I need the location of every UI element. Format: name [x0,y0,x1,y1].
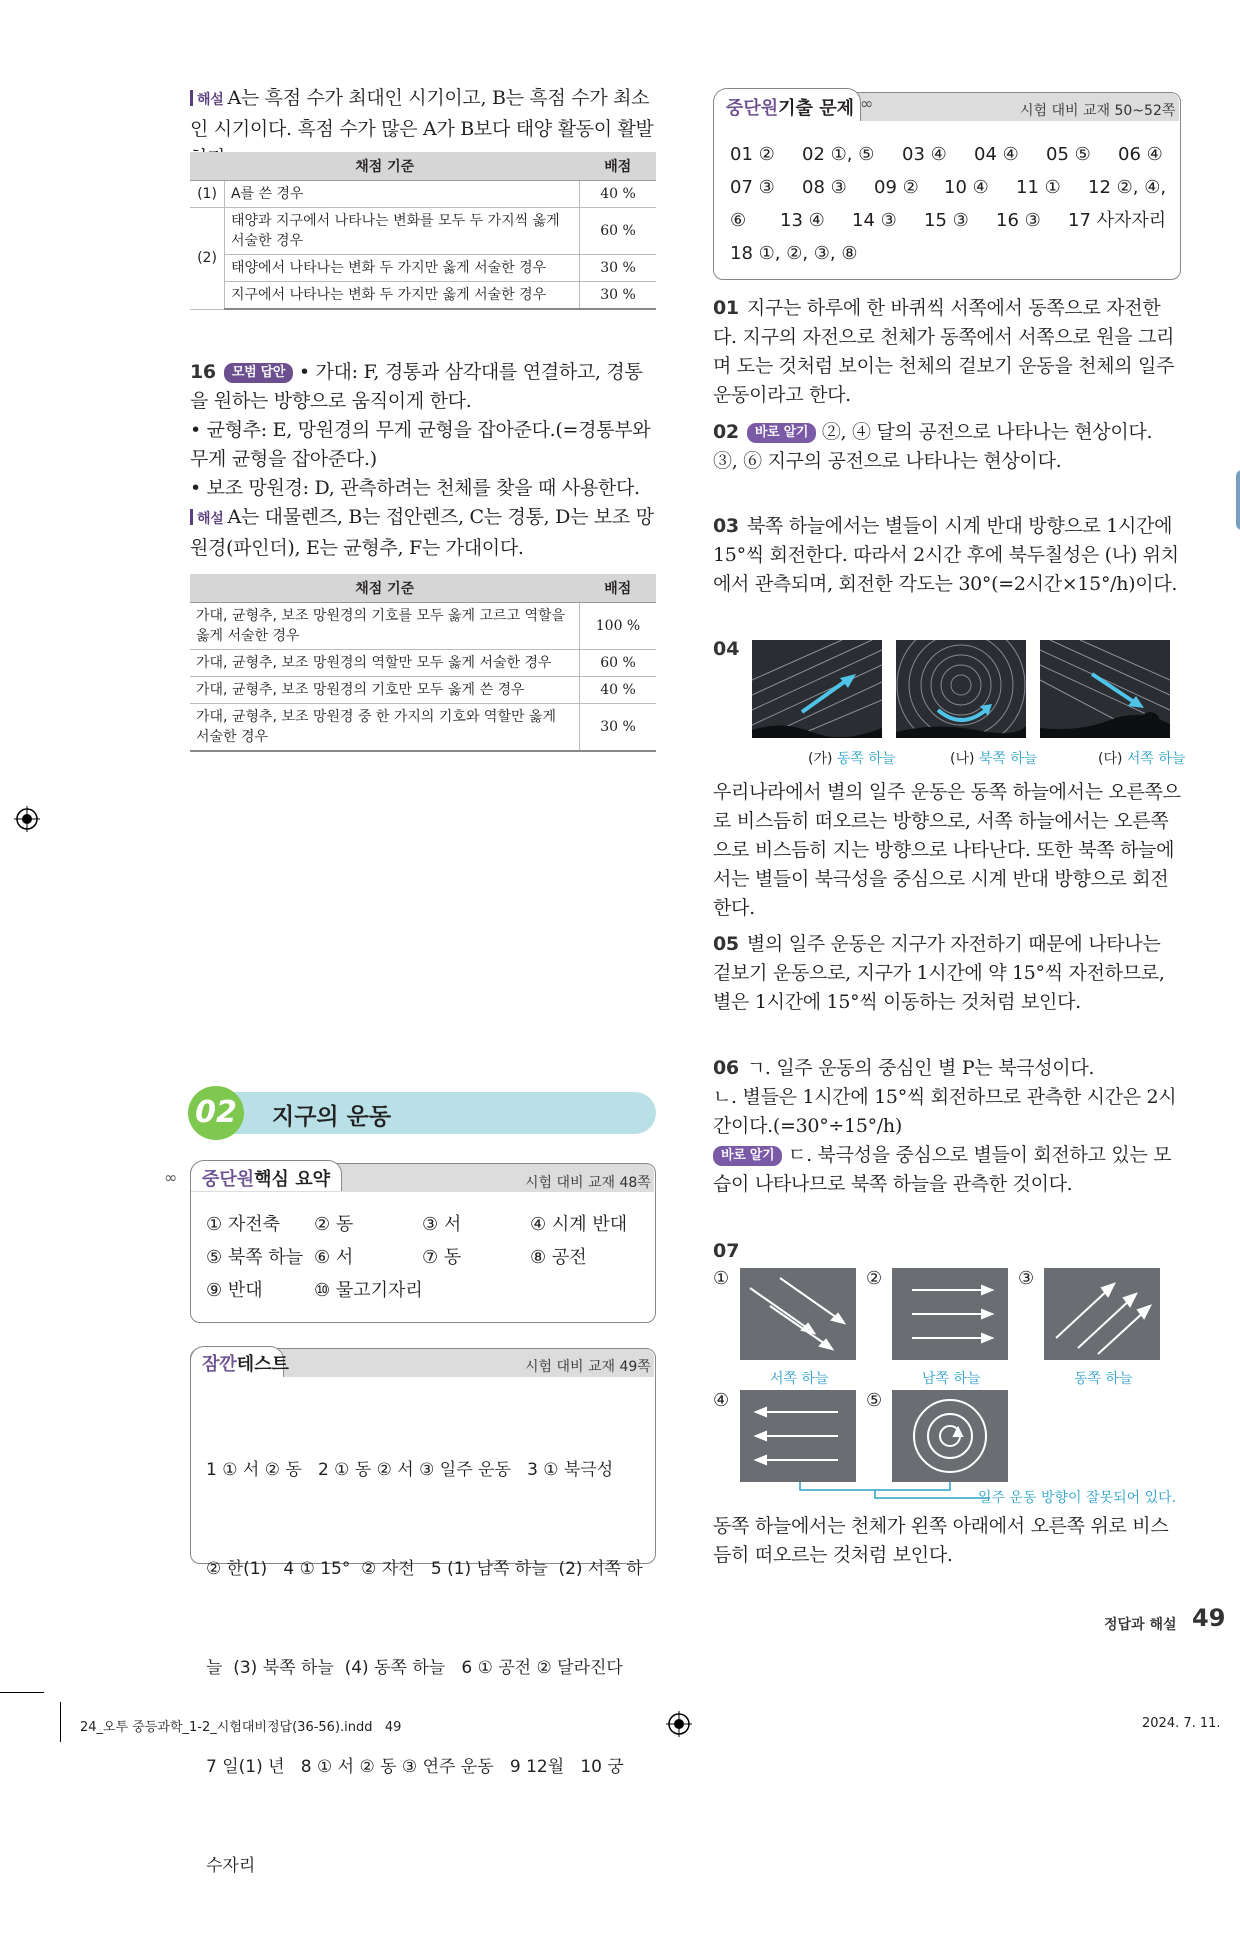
question-number: 02 [713,421,739,443]
star-trail-photo-north [896,640,1026,738]
table-row-index: (1) [190,181,225,208]
question-number: 03 [713,515,739,537]
answer-text: 별의 일주 운동은 지구가 자전하기 때문에 나타나는 겉보기 운동으로, 지구가 1시간에 약 15°씩 자전하므로, 별은 1시간에 15°씩 이동하는 것처럼 보인다. [713,933,1165,1013]
exam-answer: 02 ①, ⑤ [802,144,875,165]
diagram-option-5 [892,1390,1008,1482]
diagram-option-1 [740,1268,856,1360]
answer-text: 지구는 하루에 한 바퀴씩 서쪽에서 동쪽으로 자전한다. 지구의 자전으로 천체가 동쪽에서 서쪽으로 원을 그리며 도는 것처럼 보이는 천체의 겉보기 운동을 천체의 일주 운동이라고 한다. [713,297,1175,406]
photo-caption-north: (나) 북쪽 하늘 [950,751,1038,767]
diagram-option-4 [740,1390,856,1482]
exam-answer: 14 ③ [852,210,897,231]
exam-answer: 13 ④ [780,210,825,231]
summary-items [206,1208,646,1307]
quicktest-ref: 시험 대비 교재 49쪽 [525,1359,651,1375]
table-cell-points: 30 % [580,704,657,752]
quicktest-line: 늘 (3) 북쪽 하늘 (4) 동쪽 하늘 6 ① 공전 ② 달라진다 [206,1658,623,1678]
table-header-criteria: 채점 기준 [190,152,580,181]
exam-answer: 01 ② [730,144,775,165]
star-trail-photo-west [1040,640,1170,738]
diagram-option-3 [1044,1268,1160,1360]
answer-line: ②, ④ 달의 공전으로 나타나는 현상이다. [821,421,1153,443]
registration-mark-icon [666,1711,692,1737]
section-title: 지구의 운동 [272,1104,392,1130]
summary-title: 중단원핵심 요약 [202,1169,330,1190]
crop-mark [0,1692,44,1693]
question-number: 05 [713,933,739,955]
option-label: ③ [1018,1268,1035,1289]
quicktest-line: 7 일(1) 년 8 ① 서 ② 동 ③ 연주 운동 9 12월 10 궁 [206,1757,624,1777]
table-cell: 태양에서 나타나는 변화 두 가지만 옳게 서술한 경우 [225,255,580,282]
table-cell: 지구에서 나타나는 변화 두 가지만 옳게 서술한 경우 [225,282,580,310]
section-banner [190,1092,656,1134]
exam-answer: ⑥ [730,210,747,231]
table-cell: 태양과 지구에서 나타나는 변화를 모두 두 가지씩 옳게 서술한 경우 [225,208,580,255]
table-header-criteria: 채점 기준 [190,574,580,603]
table-cell-points: 100 % [580,603,657,650]
answer-text: 북쪽 하늘에서는 별들이 시계 반대 방향으로 1시간에 15°씩 회전한다. 따라서 2시간 후에 북두칠성은 (나) 위치에서 관측되며, 회전한 각도는 30°(=2시간×15°/h)이다. [713,515,1179,595]
question-07-text: 동쪽 하늘에서는 천체가 왼쪽 아래에서 오른쪽 위로 비스듬히 떠오르는 것처럼 보인다. [713,1515,1169,1566]
question-05 [713,930,1181,1017]
question-number: 01 [713,297,739,319]
exam-answer: 18 ①, ②, ③, ⑧ [730,243,858,264]
table-cell: A를 쓴 경우 [225,181,580,208]
exam-answers [730,138,1170,270]
exam-answer: 05 ⑤ [1046,144,1091,165]
diagram-caption: 서쪽 하늘 [770,1371,829,1387]
question-number: 04 [713,638,740,660]
question-number: 16 [190,361,216,383]
model-answer-tag: 모범 답안 [224,363,293,383]
summary-item: ⑩ 물고기자리 [314,1280,423,1301]
footer-label: 정답과 해설 [1104,1617,1177,1633]
table-cell-points: 60 % [580,208,657,255]
option-label: ⑤ [866,1390,883,1411]
exam-answer: 06 ④ [1118,144,1163,165]
explanation-label: 해설 [197,92,224,108]
section-number: 02 [188,1086,244,1140]
explanation-text: A는 대물렌즈, B는 접안렌즈, C는 경통, D는 보조 망원경(파인더), E는 균형추, F는 가대이다. [190,506,654,559]
exam-answer: 07 ③ [730,177,775,198]
question-number: 06 [713,1057,739,1079]
summary-item: ⑨ 반대 [206,1280,263,1301]
option-label: ① [713,1268,730,1289]
question-02 [713,418,1181,476]
page-edge-tab [1236,470,1240,530]
exam-ref: 시험 대비 교재 50~52쪽 [1020,103,1176,119]
summary-item: ⑥ 서 [314,1247,354,1268]
exam-answer: 15 ③ [924,210,969,231]
star-trail-photo-east [752,640,882,738]
answer-line: ③, ⑥ 지구의 공전으로 나타나는 현상이다. [713,450,1062,472]
exam-answer: 16 ③ [996,210,1041,231]
table-header-points: 배점 [580,152,657,181]
summary-item: ⑧ 공전 [530,1247,587,1268]
diagram-option-2 [892,1268,1008,1360]
page-number: 49 [1192,1604,1226,1632]
diagram-caption: 동쪽 하늘 [1074,1371,1133,1387]
quicktest-line: 1 ① 서 ② 동 2 ① 동 ② 서 ③ 일주 운동 3 ① 북극성 [206,1460,614,1480]
crop-mark [60,1702,61,1742]
scoring-table-2 [190,574,656,752]
note-bracket [790,1480,990,1510]
exam-title: 중단원기출 문제 [726,98,854,119]
summary-item: ⑦ 동 [422,1247,462,1268]
option-label: ④ [713,1390,730,1411]
option-label: ② [866,1268,883,1289]
exam-answer: 08 ③ [802,177,847,198]
summary-item: ② 동 [314,1214,354,1235]
table-cell-points: 40 % [580,677,657,704]
summary-item: ③ 서 [422,1214,462,1235]
quicktest-line: 수자리 [206,1856,256,1876]
correction-tag: 바로 알기 [747,423,816,443]
exam-answer: 11 ① [1016,177,1061,198]
exam-answer: 03 ④ [902,144,947,165]
answer-line: • 가대: F, 경통과 삼각대를 연결하고, 경통을 원하는 방향으로 움직이게 한다. [190,361,643,412]
question-03 [713,512,1181,599]
table-cell-points: 30 % [580,255,657,282]
exam-answer: 17 사자자리 [1068,210,1167,231]
quicktest-title: 잠깐테스트 [202,1354,289,1375]
answer-line: ㄷ. 북극성을 중심으로 별들이 회전하고 있는 모습이 나타나므로 북쪽 하늘을 관측한 것이다. [713,1144,1172,1195]
scoring-table-1 [190,152,656,310]
summary-ref: 시험 대비 교재 48쪽 [525,1175,651,1191]
correction-tag: 바로 알기 [713,1146,782,1166]
exam-answer: 04 ④ [974,144,1019,165]
table-cell-points: 40 % [580,181,657,208]
question-01 [713,294,1181,410]
summary-item: ④ 시계 반대 [530,1214,628,1235]
exam-answer: 10 ④ [944,177,989,198]
photo-caption-east: (가) 동쪽 하늘 [808,751,896,767]
link-icon: ∞ [164,1168,178,1187]
table-cell-points: 30 % [580,282,657,310]
photo-caption-west: (다) 서쪽 하늘 [1098,751,1186,767]
answer-line: • 균형추: E, 망원경의 무게 균형을 잡아준다.(=경통부와 무게 균형을 잡아준다.) [190,419,651,470]
question-number: 07 [713,1240,740,1262]
table-header-points: 배점 [580,574,657,603]
question-04-text: 우리나라에서 별의 일주 운동은 동쪽 하늘에서는 오른쪽으로 비스듬히 떠오르는 방향으로, 서쪽 하늘에서는 오른쪽으로 비스듬히 지는 방향으로 나타난다. 또한 북쪽 하늘에서는 별들이 북극성을 중심으로 시계 반대 방향으로 회전한다. [713,781,1181,919]
explanation-label: 해설 [197,511,224,527]
exam-answer: 12 ②, ④, [1088,177,1167,198]
table-cell: 가대, 균형추, 보조 망원경의 역할만 모두 옳게 서술한 경우 [190,650,580,677]
quicktest-line: ② 한(1) 4 ① 15° ② 자전 5 (1) 남쪽 하늘 (2) 서쪽 하 [206,1559,643,1579]
exam-answer: 09 ② [874,177,919,198]
diagram-caption: 남쪽 하늘 [922,1371,981,1387]
summary-item: ① 자전축 [206,1214,281,1235]
footer-date: 2024. 7. 11. [1142,1716,1221,1731]
question-06 [713,1054,1181,1199]
quicktest-answers [206,1388,646,1949]
registration-mark-icon [14,806,40,832]
answer-line: ㄱ. 일주 운동의 중심인 별 P는 북극성이다. [746,1057,1095,1079]
link-icon: ∞ [860,94,874,113]
question-16 [190,358,656,563]
table-cell: 가대, 균형추, 보조 망원경의 기호를 모두 옳게 고르고 역할을 옳게 서술한 경우 [190,603,580,650]
direction-error-note: 일주 운동 방향이 잘못되어 있다. [978,1490,1177,1506]
summary-item: ⑤ 북쪽 하늘 [206,1247,304,1268]
table-cell: 가대, 균형추, 보조 망원경 중 한 가지의 기호와 역할만 옳게 서술한 경우 [190,704,580,752]
table-row-index: (2) [190,208,225,310]
footer-filename: 24_오투 중등과학_1-2_시험대비정답(36-56).indd 49 [80,1720,402,1735]
table-cell: 가대, 균형추, 보조 망원경의 기호만 모두 옳게 쓴 경우 [190,677,580,704]
answer-line: ㄴ. 별들은 1시간에 15°씩 회전하므로 관측한 시간은 2시간이다.(=30°÷15°/h) [713,1086,1177,1137]
explanation-text: A는 흑점 수가 최대인 시기이고, B는 흑점 수가 최소인 시기이다. 흑점 수가 많은 A가 B보다 태양 활동이 활발 [190,87,654,140]
answer-line: • 보조 망원경: D, 관측하려는 천체를 찾을 때 사용한다. [190,477,640,499]
table-cell-points: 60 % [580,650,657,677]
